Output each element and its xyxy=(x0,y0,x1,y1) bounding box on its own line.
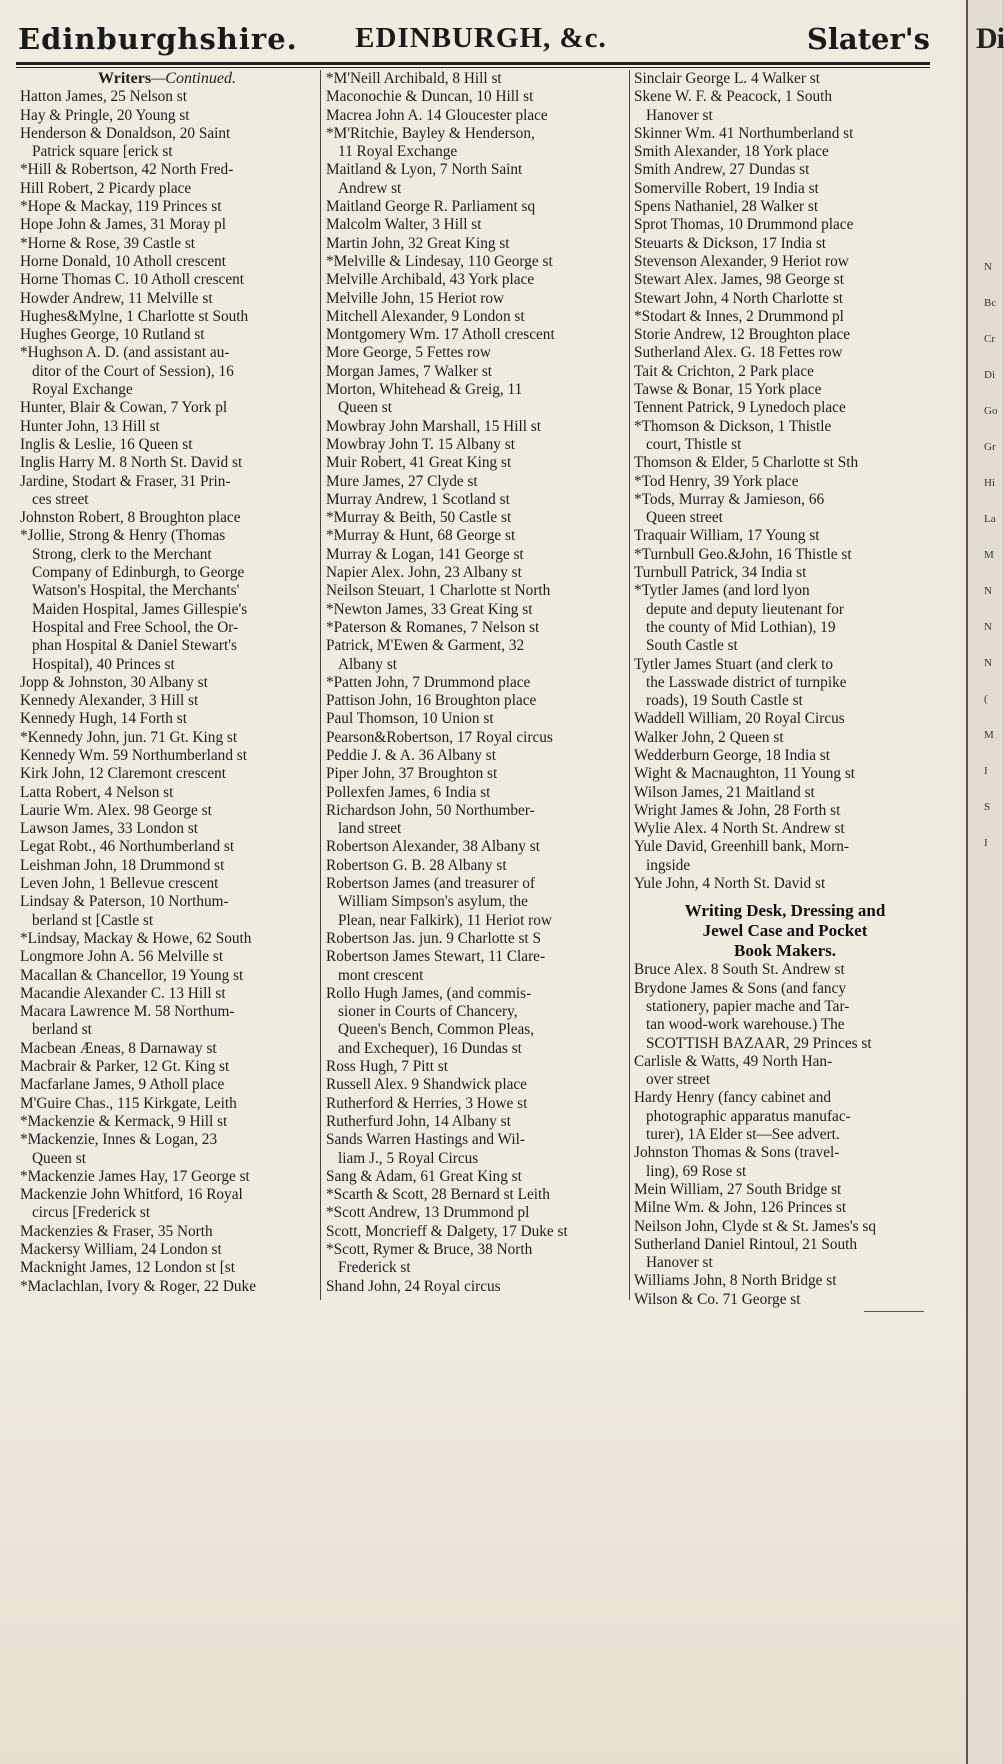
adjacent-page-text-fragment: Cr xyxy=(984,333,995,345)
header-title: EDINBURGH, &c. xyxy=(355,22,607,54)
directory-entry: Hunter, Blair & Cowan, 7 York pl xyxy=(20,399,228,417)
entry-continuation: over street xyxy=(646,1071,711,1089)
column-divider xyxy=(320,70,321,1300)
directory-entry: Longmore John A. 56 Melville st xyxy=(20,948,224,966)
directory-entry: Robertson Alexander, 38 Albany st xyxy=(326,838,540,856)
adjacent-page-text-fragment: Go xyxy=(984,405,998,417)
directory-entry: Turnbull Patrick, 34 India st xyxy=(634,564,807,582)
directory-entry: *Tods, Murray & Jamieson, 66 xyxy=(634,490,825,508)
directory-entry: *Murray & Beith, 50 Castle st xyxy=(326,509,512,527)
directory-entry: *Stodart & Innes, 2 Drummond pl xyxy=(634,307,844,325)
directory-entry: Mein William, 27 South Bridge st xyxy=(634,1180,842,1198)
adjacent-page-text-fragment: N xyxy=(984,657,992,669)
directory-entry: Hill Robert, 2 Picardy place xyxy=(20,179,192,197)
directory-entry: Wedderburn George, 18 India st xyxy=(634,746,831,764)
directory-entry: Malcolm Walter, 3 Hill st xyxy=(326,216,482,234)
adjacent-page-text-fragment: ( xyxy=(984,693,988,705)
header-county: Edinburghshire. xyxy=(18,22,298,56)
entry-continuation: ling), 69 Rose st xyxy=(646,1162,747,1180)
entry-continuation: phan Hospital & Daniel Stewart's xyxy=(32,637,237,655)
directory-entry: More George, 5 Fettes row xyxy=(326,344,491,362)
directory-entry: Paul Thomson, 10 Union st xyxy=(326,710,494,728)
directory-entry: Walker John, 2 Queen st xyxy=(634,728,784,746)
directory-entry: Tennent Patrick, 9 Lynedoch place xyxy=(634,399,846,417)
entry-continuation: Queen street xyxy=(646,509,723,527)
entry-continuation: Watson's Hospital, the Merchants' xyxy=(32,582,240,600)
entry-continuation: photographic apparatus manufac- xyxy=(646,1107,851,1125)
entry-continuation: SCOTTISH BAZAAR, 29 Princes st xyxy=(646,1034,872,1052)
entry-continuation: Albany st xyxy=(338,655,398,673)
entry-continuation: Plean, near Falkirk), 11 Heriot row xyxy=(338,911,552,929)
directory-entry: Neilson John, Clyde st & St. James's sq xyxy=(634,1217,876,1235)
directory-entry: *Mackenzie James Hay, 17 George st xyxy=(20,1167,250,1185)
column-3 xyxy=(634,70,936,1312)
directory-entry: *Hope & Mackay, 119 Princes st xyxy=(20,198,222,216)
directory-entry: Lawson James, 33 London st xyxy=(20,820,199,838)
directory-entry: Stewart Alex. James, 98 George st xyxy=(634,271,845,289)
header-publisher: Slater's xyxy=(806,22,930,56)
entry-continuation: stationery, papier mache and Tar- xyxy=(646,997,850,1015)
directory-entry: Patrick, M'Ewen & Garment, 32 xyxy=(326,637,525,655)
column-1-entries xyxy=(20,88,314,1296)
directory-entry: Hunter John, 13 Hill st xyxy=(20,417,160,435)
directory-entry: Stevenson Alexander, 9 Heriot row xyxy=(634,252,849,270)
page-header xyxy=(18,18,930,60)
directory-entry: Legat Robt., 46 Northumberland st xyxy=(20,838,235,856)
directory-entry: Storie Andrew, 12 Broughton place xyxy=(634,326,851,344)
directory-entry: Lindsay & Paterson, 10 Northum- xyxy=(20,893,229,911)
directory-entry: *Jollie, Strong & Henry (Thomas xyxy=(20,527,226,545)
entry-continuation: 11 Royal Exchange xyxy=(338,143,458,161)
directory-entry: Mowbray John T. 15 Albany st xyxy=(326,435,515,453)
adjacent-page-text-fragment: I xyxy=(984,765,988,777)
directory-entry: Tait & Crichton, 2 Park place xyxy=(634,362,814,380)
directory-entry: *Hill & Robertson, 42 North Fred- xyxy=(20,161,234,179)
directory-entry: Shand John, 24 Royal circus xyxy=(326,1277,501,1295)
entry-continuation: Andrew st xyxy=(338,179,402,197)
adjacent-page-text-fragment: Di xyxy=(984,369,995,381)
adjacent-page-text-fragment: N xyxy=(984,261,992,273)
directory-entry: Maitland George R. Parliament sq xyxy=(326,198,536,216)
column-divider xyxy=(629,70,630,1300)
entry-continuation: Maiden Hospital, James Gillespie's xyxy=(32,600,248,618)
directory-entry: M'Guire Chas., 115 Kirkgate, Leith xyxy=(20,1094,237,1112)
directory-entry: Montgomery Wm. 17 Atholl crescent xyxy=(326,326,555,344)
directory-entry: *Paterson & Romanes, 7 Nelson st xyxy=(326,618,540,636)
column-end-rule xyxy=(864,1311,924,1312)
entry-continuation: sioner in Courts of Chancery, xyxy=(338,1003,518,1021)
directory-entry: Peddie J. & A. 36 Albany st xyxy=(326,746,496,764)
directory-entry: *Lindsay, Mackay & Howe, 62 South xyxy=(20,929,252,947)
entry-continuation: Hospital and Free School, the Or- xyxy=(32,618,239,636)
directory-entry: Stewart John, 4 North Charlotte st xyxy=(634,289,844,307)
adjacent-page-text-fragment: M xyxy=(984,549,994,561)
directory-entry: Yule David, Greenhill bank, Morn- xyxy=(634,838,849,856)
directory-entry: Leishman John, 18 Drummond st xyxy=(20,856,225,874)
adjacent-page-edge xyxy=(966,0,1002,1764)
directory-entry: Macbrair & Parker, 12 Gt. King st xyxy=(20,1058,230,1076)
directory-entry: Steuarts & Dickson, 17 India st xyxy=(634,234,827,252)
directory-entry: Williams John, 8 North Bridge st xyxy=(634,1272,837,1290)
directory-entry: Rutherfurd John, 14 Albany st xyxy=(326,1112,511,1130)
entry-continuation: Hanover st xyxy=(646,1254,713,1272)
directory-entry: Macara Lawrence M. 58 Northum- xyxy=(20,1003,235,1021)
adjacent-page-text-fragment: N xyxy=(984,585,992,597)
directory-entry: Tytler James Stuart (and clerk to xyxy=(634,655,834,673)
entry-continuation: mont crescent xyxy=(338,966,424,984)
directory-entry: Wylie Alex. 4 North St. Andrew st xyxy=(634,820,845,838)
directory-entry: Wright James & John, 28 Forth st xyxy=(634,801,841,819)
directory-entry: Sprot Thomas, 10 Drummond place xyxy=(634,216,854,234)
entry-continuation: and Exchequer), 16 Dundas st xyxy=(338,1039,522,1057)
entry-continuation: berland st xyxy=(32,1021,92,1039)
directory-entry: *Scott Andrew, 13 Drummond pl xyxy=(326,1204,530,1222)
column-3-entries xyxy=(634,70,936,893)
directory-entry: *Murray & Hunt, 68 George st xyxy=(326,527,516,545)
section-heading-writing-desk xyxy=(634,901,936,961)
directory-entry: *Maclachlan, Ivory & Roger, 22 Duke xyxy=(20,1277,256,1295)
directory-entry: Henderson & Donaldson, 20 Saint xyxy=(20,124,231,142)
directory-entry: Hughes&Mylne, 1 Charlotte st South xyxy=(20,307,249,325)
directory-entry: Morgan James, 7 Walker st xyxy=(326,362,493,380)
directory-entry: Tawse & Bonar, 15 York place xyxy=(634,381,822,399)
directory-entry: *Scott, Rymer & Bruce, 38 North xyxy=(326,1241,533,1258)
directory-entry: Carlisle & Watts, 49 North Han- xyxy=(634,1052,833,1070)
directory-entry: Murray & Logan, 141 George st xyxy=(326,545,524,563)
entry-continuation: Queen st xyxy=(338,399,392,417)
directory-entry: *Thomson & Dickson, 1 Thistle xyxy=(634,417,832,435)
directory-entry: Laurie Wm. Alex. 98 George st xyxy=(20,801,212,819)
directory-entry: Piper John, 37 Broughton st xyxy=(326,765,498,783)
directory-entry: *Tytler James (and lord lyon xyxy=(634,582,810,600)
directory-entry: Macallan & Chancellor, 19 Young st xyxy=(20,966,244,984)
adjacent-page-text-fragment: N xyxy=(984,621,992,633)
entry-continuation: Patrick square [erick st xyxy=(32,143,173,161)
directory-entry: *Tod Henry, 39 York place xyxy=(634,472,799,490)
directory-entry: Neilson Steuart, 1 Charlotte st North xyxy=(326,582,551,600)
directory-entry: Smith Alexander, 18 York place xyxy=(634,143,829,161)
directory-entry: Melville Archibald, 43 York place xyxy=(326,271,535,289)
adjacent-page-text-fragment: I xyxy=(984,837,988,849)
directory-entry: Kennedy Alexander, 3 Hill st xyxy=(20,692,199,710)
directory-entry: Leven John, 1 Bellevue crescent xyxy=(20,875,219,893)
entry-continuation: tan wood-work warehouse.) The xyxy=(646,1016,845,1034)
directory-entry: Inglis Harry M. 8 North St. David st xyxy=(20,454,243,472)
entry-continuation: Hospital), 40 Princes st xyxy=(32,655,175,673)
directory-entry: Jardine, Stodart & Fraser, 31 Prin- xyxy=(20,472,231,490)
directory-entry: Melville John, 15 Heriot row xyxy=(326,289,505,307)
entry-continuation: Company of Edinburgh, to George xyxy=(32,564,245,582)
directory-entry: Maitland & Lyon, 7 North Saint xyxy=(326,161,523,179)
directory-entry: *Hughson A. D. (and assistant au- xyxy=(20,344,230,362)
directory-entry: Richardson John, 50 Northumber- xyxy=(326,801,535,819)
section-heading-line: Book Makers. xyxy=(734,941,836,961)
directory-entry: Mackersy William, 24 London st xyxy=(20,1241,222,1258)
directory-entry: Waddell William, 20 Royal Circus xyxy=(634,710,845,728)
directory-entry: Sang & Adam, 61 Great King st xyxy=(326,1167,522,1185)
entry-continuation: berland st [Castle st xyxy=(32,911,154,929)
directory-entry: Johnston Thomas & Sons (travel- xyxy=(634,1144,840,1162)
directory-entry: Macknight James, 12 London st [st xyxy=(20,1259,235,1277)
header-rule xyxy=(16,62,930,65)
page-shading xyxy=(0,1300,968,1764)
adjacent-page-text-fragment: Bc xyxy=(984,297,997,309)
entry-continuation: circus [Frederick st xyxy=(32,1204,151,1222)
directory-entry: Hope John & James, 31 Moray pl xyxy=(20,216,227,234)
directory-entry: Macandie Alexander C. 13 Hill st xyxy=(20,984,226,1002)
entry-continuation: ces street xyxy=(32,490,89,508)
directory-entry: Howder Andrew, 11 Melville st xyxy=(20,289,213,307)
directory-entry: Rollo Hugh James, (and commis- xyxy=(326,984,532,1002)
entry-continuation: Hanover st xyxy=(646,106,713,124)
section-heading-line: Jewel Case and Pocket xyxy=(702,921,868,941)
column-2-entries xyxy=(326,70,624,1296)
header-rule-thin xyxy=(16,67,930,68)
directory-entry: *Scarth & Scott, 28 Bernard st Leith xyxy=(326,1186,550,1204)
directory-entry: Inglis & Leslie, 16 Queen st xyxy=(20,435,193,453)
directory-entry: Robertson James Stewart, 11 Clare- xyxy=(326,948,546,966)
directory-entry: Robertson James (and treasurer of xyxy=(326,875,535,893)
directory-entry: Mure James, 27 Clyde st xyxy=(326,472,478,490)
entry-continuation: court, Thistle st xyxy=(646,435,742,453)
directory-entry: Johnston Robert, 8 Broughton place xyxy=(20,509,241,527)
directory-entry: Murray Andrew, 1 Scotland st xyxy=(326,490,510,508)
directory-entry: Robertson G. B. 28 Albany st xyxy=(326,856,507,874)
directory-entry: Yule John, 4 North St. David st xyxy=(634,875,826,893)
entry-continuation: land street xyxy=(338,820,402,838)
entry-continuation: depute and deputy lieutenant for xyxy=(646,600,844,618)
entry-continuation: William Simpson's asylum, the xyxy=(338,893,528,911)
directory-entry: *M'Neill Archibald, 8 Hill st xyxy=(326,70,502,87)
directory-entry: Kirk John, 12 Claremont crescent xyxy=(20,765,227,783)
directory-entry: *Turnbull Geo.&John, 16 Thistle st xyxy=(634,545,852,563)
directory-entry: Bruce Alex. 8 South St. Andrew st xyxy=(634,961,845,979)
entry-continuation: Queen's Bench, Common Pleas, xyxy=(338,1021,535,1039)
directory-entry: Hay & Pringle, 20 Young st xyxy=(20,106,190,124)
directory-entry: Sinclair George L. 4 Walker st xyxy=(634,70,820,87)
directory-entry: Mackenzie John Whitford, 16 Royal xyxy=(20,1186,243,1204)
directory-entry: *Mackenzie, Innes & Logan, 23 xyxy=(20,1131,218,1149)
directory-entry: *Melville & Lindesay, 110 George st xyxy=(326,252,553,270)
directory-entry: Pattison John, 16 Broughton place xyxy=(326,692,537,710)
directory-entry: Sutherland Daniel Rintoul, 21 South xyxy=(634,1235,858,1253)
directory-entry: Muir Robert, 41 Great King st xyxy=(326,454,512,472)
directory-entry: Thomson & Elder, 5 Charlotte st Sth xyxy=(634,454,859,472)
directory-entry: Rutherford & Herries, 3 Howe st xyxy=(326,1094,528,1112)
entry-continuation: South Castle st xyxy=(646,637,738,655)
directory-entry: Horne Thomas C. 10 Atholl crescent xyxy=(20,271,245,289)
entry-continuation: Queen st xyxy=(32,1149,86,1167)
directory-entry: Hughes George, 10 Rutland st xyxy=(20,326,205,344)
directory-entry: *Patten John, 7 Drummond place xyxy=(326,673,531,691)
directory-entry: Wilson & Co. 71 George st xyxy=(634,1290,801,1308)
section-heading-line: Writing Desk, Dressing and xyxy=(684,901,886,921)
directory-entry: Mowbray John Marshall, 15 Hill st xyxy=(326,417,541,435)
entry-continuation: roads), 19 South Castle st xyxy=(646,692,803,710)
directory-entry: Wilson James, 21 Maitland st xyxy=(634,783,815,801)
directory-entry: Jopp & Johnston, 30 Albany st xyxy=(20,673,208,691)
directory-entry: Sutherland Alex. G. 18 Fettes row xyxy=(634,344,843,362)
directory-entry: Morton, Whitehead & Greig, 11 xyxy=(326,381,523,399)
directory-entry: Mitchell Alexander, 9 London st xyxy=(326,307,525,325)
directory-entry: Napier Alex. John, 23 Albany st xyxy=(326,564,522,582)
directory-entry: Skene W. F. & Peacock, 1 South xyxy=(634,88,833,106)
entry-continuation: ditor of the Court of Session), 16 xyxy=(32,362,234,380)
directory-entry: Kennedy Wm. 59 Northumberland st xyxy=(20,746,248,764)
directory-entry: Smith Andrew, 27 Dundas st xyxy=(634,161,810,179)
directory-entry: Scott, Moncrieff & Dalgety, 17 Duke st xyxy=(326,1222,568,1240)
adjacent-page-heading: Di xyxy=(976,22,1004,55)
directory-entry: Hardy Henry (fancy cabinet and xyxy=(634,1089,832,1107)
entry-continuation: Royal Exchange xyxy=(32,381,133,399)
directory-entry: Sands Warren Hastings and Wil- xyxy=(326,1131,525,1149)
entry-continuation: turer), 1A Elder st—See advert. xyxy=(646,1126,840,1144)
adjacent-page-text-fragment: Hi xyxy=(984,477,995,489)
directory-entry: Robertson Jas. jun. 9 Charlotte st S xyxy=(326,929,542,947)
directory-entry: Hatton James, 25 Nelson st xyxy=(20,88,187,106)
directory-entry: Spens Nathaniel, 28 Walker st xyxy=(634,198,819,216)
directory-entry: Latta Robert, 4 Nelson st xyxy=(20,783,174,801)
entry-continuation: liam J., 5 Royal Circus xyxy=(338,1149,479,1167)
directory-entry: *Horne & Rose, 39 Castle st xyxy=(20,234,196,252)
directory-entry: Wight & Macnaughton, 11 Young st xyxy=(634,765,856,783)
column-2 xyxy=(326,70,624,1296)
directory-entry: Mackenzies & Fraser, 35 North xyxy=(20,1222,213,1240)
directory-entry: *M'Ritchie, Bayley & Henderson, xyxy=(326,124,535,142)
adjacent-page-text-fragment: Gr xyxy=(984,441,996,453)
directory-entry: Pollexfen James, 6 India st xyxy=(326,783,491,801)
adjacent-page-text-fragment: M xyxy=(984,729,994,741)
directory-entry: Somerville Robert, 19 India st xyxy=(634,179,819,197)
entry-continuation: Frederick st xyxy=(338,1259,411,1277)
directory-entry: Milne Wm. & John, 126 Princes st xyxy=(634,1199,847,1217)
directory-entry: *Kennedy John, jun. 71 Gt. King st xyxy=(20,728,238,746)
adjacent-page-text-fragment: S xyxy=(984,801,991,813)
entry-continuation: the county of Mid Lothian), 19 xyxy=(646,618,836,636)
directory-entry: Maconochie & Duncan, 10 Hill st xyxy=(326,88,534,106)
column-3-entries-desk-makers xyxy=(634,961,936,1309)
directory-entry: Pearson&Robertson, 17 Royal circus xyxy=(326,728,553,746)
directory-entry: Kennedy Hugh, 14 Forth st xyxy=(20,710,187,728)
directory-entry: Macrea John A. 14 Gloucester place xyxy=(326,106,548,124)
directory-entry: Macfarlane James, 9 Atholl place xyxy=(20,1076,225,1094)
directory-entry: Skinner Wm. 41 Northumberland st xyxy=(634,124,854,142)
entry-continuation: the Lasswade district of turnpike xyxy=(646,673,847,691)
directory-entry: Macbean Æneas, 8 Darnaway st xyxy=(20,1039,217,1057)
directory-entry: Brydone James & Sons (and fancy xyxy=(634,979,846,997)
column-1 xyxy=(20,70,314,1296)
entry-continuation: ingside xyxy=(646,856,691,874)
directory-entry: Russell Alex. 9 Shandwick place xyxy=(326,1076,527,1094)
entry-continuation: Strong, clerk to the Merchant xyxy=(32,545,212,563)
adjacent-page-text-fragment: La xyxy=(984,513,996,525)
directory-entry: *Mackenzie & Kermack, 9 Hill st xyxy=(20,1112,228,1130)
directory-entry: Ross Hugh, 7 Pitt st xyxy=(326,1058,448,1076)
directory-entry: *Newton James, 33 Great King st xyxy=(326,600,533,618)
directory-entry: Martin John, 32 Great King st xyxy=(326,234,510,252)
directory-entry: Horne Donald, 10 Atholl crescent xyxy=(20,252,227,270)
section-heading-writers: Writers—Continued. xyxy=(98,70,236,87)
directory-entry: Traquair William, 17 Young st xyxy=(634,527,820,545)
